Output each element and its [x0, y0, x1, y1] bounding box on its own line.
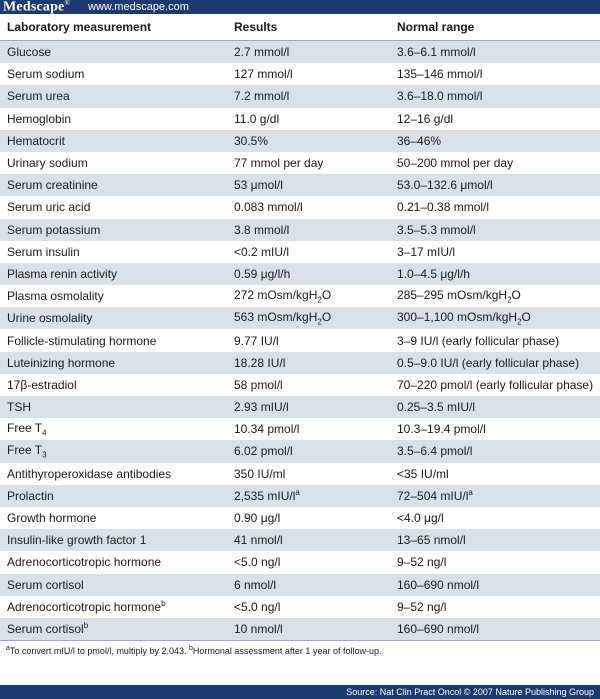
- table-row: [0, 374, 600, 396]
- range-cell-tail: O: [511, 287, 521, 302]
- range-cell: [390, 307, 600, 329]
- table-row: [0, 529, 600, 551]
- table-row: [0, 440, 600, 462]
- range-cell: [390, 263, 600, 285]
- measurement-cell-text: Antithyroperoxidase antibodies: [7, 466, 172, 481]
- measurement-cell-text: Luteinizing hormone: [7, 355, 116, 370]
- measurement-cell-text: Follicle-stimulating hormone: [7, 333, 157, 348]
- result-cell: [227, 463, 390, 485]
- result-cell-text: <0.2 mIU/l: [234, 244, 290, 259]
- measurement-cell: [0, 219, 227, 241]
- measurement-cell-text: Plasma osmolality: [7, 289, 104, 304]
- result-cell-text: 10 nmol/l: [234, 621, 283, 636]
- result-cell: [227, 63, 390, 85]
- range-cell: [390, 507, 600, 529]
- brand-name: Medscape: [3, 0, 65, 15]
- range-cell-text: 9–52 ng/l: [397, 599, 447, 614]
- measurement-cell: [0, 352, 227, 374]
- table-row: [0, 85, 600, 107]
- measurement-cell-text: Free T: [7, 443, 43, 458]
- table-row: [0, 329, 600, 351]
- range-cell: [390, 440, 600, 462]
- measurement-cell: [0, 285, 227, 307]
- measurement-cell-footnote-mark: b: [161, 599, 166, 609]
- measurement-cell-footnote-mark: b: [83, 621, 89, 631]
- range-cell: [390, 130, 600, 152]
- measurement-cell-text: Adrenocorticotropic hormone: [7, 555, 162, 570]
- range-cell-text: 3.6–6.1 mmol/l: [397, 45, 476, 60]
- column-header-results: Results: [227, 14, 390, 41]
- result-cell: [227, 263, 390, 285]
- footnote-a-mark: a: [6, 645, 10, 653]
- table-row: [0, 285, 600, 307]
- result-cell-text: 18.28 IU/l: [234, 355, 286, 370]
- result-cell-text: 127 mmol/l: [234, 67, 293, 82]
- measurement-cell: [0, 574, 227, 596]
- measurement-cell-text: Insulin-like growth factor 1: [7, 533, 147, 548]
- table-row: [0, 41, 600, 64]
- result-cell-text: 0.59 μg/l/h: [234, 266, 291, 281]
- range-cell: [390, 374, 600, 396]
- table-row: [0, 241, 600, 263]
- result-cell: [227, 596, 390, 618]
- measurement-cell: [0, 374, 227, 396]
- range-cell-text: 0.5–9.0 IU/l (early follicular phase): [397, 355, 580, 370]
- range-cell: [390, 596, 600, 618]
- result-cell-text: 2.93 mIU/l: [234, 400, 289, 415]
- measurement-cell: [0, 551, 227, 573]
- result-cell: [227, 440, 390, 462]
- table-row: [0, 219, 600, 241]
- result-cell: [227, 196, 390, 218]
- range-cell: [390, 85, 600, 107]
- result-cell-text: 2,535 mIU/l: [234, 489, 296, 504]
- range-cell-text: 0.21–0.38 mmol/l: [397, 200, 490, 215]
- range-cell: [390, 219, 600, 241]
- range-cell-text: 3.5–6.4 pmol/l: [397, 444, 473, 459]
- measurement-cell-text: Glucose: [7, 45, 52, 60]
- range-cell: [390, 463, 600, 485]
- result-cell-tail: O: [321, 287, 332, 302]
- range-cell-text: 160–690 nmol/l: [397, 577, 480, 592]
- table-row: [0, 196, 600, 218]
- measurement-cell-text: Serum creatinine: [7, 178, 98, 193]
- measurement-cell: [0, 85, 227, 107]
- table-row: [0, 551, 600, 573]
- range-cell-text: <4.0 μg/l: [397, 511, 444, 526]
- range-cell-text: 50–200 mmol per day: [397, 156, 514, 171]
- measurement-cell: [0, 241, 227, 263]
- brand-logo[interactable]: [3, 0, 70, 15]
- result-cell-text: <5.0 ng/l: [234, 599, 281, 614]
- range-cell-text: 36–46%: [397, 133, 442, 148]
- range-cell: [390, 485, 600, 507]
- range-cell-text: 12–16 g/dl: [397, 111, 454, 126]
- result-cell: [227, 285, 390, 307]
- footnote: [0, 640, 600, 661]
- table-row: [0, 263, 600, 285]
- table-row: [0, 418, 600, 440]
- measurement-cell: [0, 396, 227, 418]
- range-cell-text: 3–17 mIU/l: [397, 244, 456, 259]
- result-cell-footnote-mark: a: [295, 488, 300, 498]
- measurement-cell-text: Adrenocorticotropic hormone: [7, 600, 162, 615]
- measurement-cell-text: Hemoglobin: [7, 111, 72, 126]
- result-cell-text: 0.083 mmol/l: [234, 200, 303, 215]
- range-cell-text: 13–65 nmol/l: [397, 533, 466, 548]
- lab-results-table: [0, 14, 600, 640]
- table-row: [0, 174, 600, 196]
- measurement-cell-text: Plasma renin activity: [7, 266, 118, 281]
- source-bar: [0, 685, 600, 699]
- range-cell: [390, 529, 600, 551]
- range-cell-text: 3.5–5.3 mmol/l: [397, 222, 476, 237]
- result-cell: [227, 219, 390, 241]
- range-cell: [390, 108, 600, 130]
- result-cell: [227, 241, 390, 263]
- result-cell: [227, 507, 390, 529]
- range-cell-text: <35 IU/ml: [397, 466, 449, 481]
- range-cell-text: 72–504 mIU/l: [397, 489, 469, 504]
- result-cell: [227, 152, 390, 174]
- measurement-cell: [0, 196, 227, 218]
- measurement-cell: [0, 152, 227, 174]
- measurement-cell: [0, 596, 227, 618]
- range-cell: [390, 574, 600, 596]
- site-url-link[interactable]: www.medscape.com: [88, 1, 189, 13]
- range-cell-text: 70–220 pmol/l (early follicular phase): [397, 377, 594, 392]
- result-cell-text: 41 nmol/l: [234, 533, 283, 548]
- table-row: [0, 507, 600, 529]
- measurement-cell: [0, 130, 227, 152]
- range-cell: [390, 241, 600, 263]
- result-cell-text: 3.8 mmol/l: [234, 222, 290, 237]
- result-cell-text: 11.0 g/dl: [234, 111, 280, 126]
- result-cell-text: 53 μmol/l: [234, 178, 283, 193]
- result-cell-text: 272 mOsm/kgH: [234, 287, 318, 302]
- result-cell: [227, 618, 390, 640]
- measurement-cell: [0, 108, 227, 130]
- range-cell-tail: O: [521, 310, 531, 325]
- result-cell: [227, 329, 390, 351]
- result-cell: [227, 396, 390, 418]
- range-cell-text: 285–295 mOsm/kgH: [397, 287, 508, 302]
- table-row: [0, 618, 600, 640]
- result-cell: [227, 174, 390, 196]
- result-cell-text: 9.77 IU/l: [234, 333, 279, 348]
- result-cell: [227, 108, 390, 130]
- table-row: [0, 485, 600, 507]
- range-cell-footnote-mark: a: [468, 488, 473, 498]
- result-cell: [227, 551, 390, 573]
- result-cell-text: 6 nmol/l: [234, 577, 277, 592]
- column-header-measurement: Laboratory measurement: [0, 14, 227, 41]
- range-cell: [390, 285, 600, 307]
- table-row: [0, 352, 600, 374]
- range-cell: [390, 352, 600, 374]
- table-header-row: [0, 14, 600, 41]
- table-row: [0, 152, 600, 174]
- measurement-cell: [0, 329, 227, 351]
- measurement-cell-text: Urine osmolality: [7, 311, 93, 326]
- measurement-cell: [0, 63, 227, 85]
- result-cell-text: 350 IU/ml: [234, 466, 286, 481]
- range-cell-text: 160–690 nmol/l: [397, 621, 480, 636]
- result-cell: [227, 574, 390, 596]
- table-row: [0, 596, 600, 618]
- table-row: [0, 463, 600, 485]
- measurement-cell-text: 17β-estradiol: [7, 377, 77, 392]
- result-cell: [227, 374, 390, 396]
- measurement-cell-text: Serum insulin: [7, 244, 80, 259]
- measurement-cell: [0, 463, 227, 485]
- measurement-cell-text: Serum cortisol: [7, 577, 84, 592]
- measurement-cell: [0, 507, 227, 529]
- range-cell: [390, 196, 600, 218]
- range-cell: [390, 174, 600, 196]
- result-cell-subscript: 2: [317, 317, 322, 327]
- range-cell: [390, 396, 600, 418]
- range-cell-text: 9–52 ng/l: [397, 555, 447, 570]
- range-cell-subscript: 2: [517, 317, 522, 327]
- measurement-cell: [0, 174, 227, 196]
- range-cell-text: 1.0–4.5 μg/l/h: [397, 266, 470, 281]
- table-row: [0, 108, 600, 130]
- result-cell-text: 10.34 pmol/l: [234, 422, 300, 437]
- result-cell: [227, 41, 390, 64]
- result-cell: [227, 418, 390, 440]
- result-cell-text: 77 mmol per day: [234, 156, 324, 171]
- measurement-cell: [0, 618, 227, 640]
- range-cell-text: 3.6–18.0 mmol/l: [397, 89, 483, 104]
- header-bar: [0, 0, 600, 14]
- measurement-cell-text: Serum cortisol: [7, 622, 84, 637]
- footnote-b-text: Hormonal assessment after 1 year of follow-up.: [192, 646, 382, 657]
- range-cell-text: 0.25–3.5 mIU/l: [397, 400, 476, 415]
- result-cell: [227, 485, 390, 507]
- range-cell-text: 3–9 IU/l (early follicular phase): [397, 333, 560, 348]
- measurement-cell-text: Growth hormone: [7, 511, 97, 526]
- measurement-cell: [0, 263, 227, 285]
- result-cell-text: <5.0 ng/l: [234, 555, 281, 570]
- footnote-a-text: To convert mIU/l to pmol/l, multiply by 2.043.: [9, 646, 189, 657]
- result-cell-text: 7.2 mmol/l: [234, 89, 290, 104]
- measurement-cell-text: Prolactin: [7, 488, 54, 503]
- column-header-range: Normal range: [390, 14, 600, 41]
- range-cell: [390, 152, 600, 174]
- result-cell: [227, 307, 390, 329]
- result-cell-text: 6.02 pmol/l: [234, 444, 293, 459]
- result-cell-tail: O: [321, 310, 332, 325]
- source-credit: Source: Nat Clin Pract Oncol © 2007 Nature Publishing Group: [346, 687, 594, 697]
- result-cell: [227, 130, 390, 152]
- range-cell: [390, 551, 600, 573]
- measurement-cell-text: Urinary sodium: [7, 156, 88, 171]
- range-cell: [390, 618, 600, 640]
- table-row: [0, 574, 600, 596]
- range-cell-text: 135–146 mmol/l: [397, 67, 483, 82]
- measurement-cell-text: Free T: [7, 421, 43, 436]
- measurement-cell-subscript: 3: [42, 450, 47, 460]
- table-row: [0, 307, 600, 329]
- result-cell: [227, 85, 390, 107]
- result-cell-text: 563 mOsm/kgH: [234, 310, 318, 325]
- result-cell-text: 0.90 μg/l: [234, 511, 281, 526]
- range-cell-text: 53.0–132.6 μmol/l: [397, 178, 493, 193]
- footnote-b-mark: b: [188, 645, 193, 653]
- result-cell-text: 30.5%: [234, 133, 269, 148]
- result-cell: [227, 529, 390, 551]
- result-cell-subscript: 2: [317, 295, 322, 305]
- range-cell: [390, 41, 600, 64]
- measurement-cell-text: Serum sodium: [7, 67, 85, 82]
- measurement-cell: [0, 529, 227, 551]
- range-cell: [390, 329, 600, 351]
- table-row: [0, 396, 600, 418]
- result-cell-text: 2.7 mmol/l: [234, 45, 290, 60]
- measurement-cell: [0, 440, 227, 462]
- table-body: [0, 41, 600, 641]
- brand-mark: ®: [64, 0, 71, 7]
- measurement-cell-text: Serum urea: [7, 89, 70, 104]
- measurement-cell-text: Serum potassium: [7, 222, 101, 237]
- measurement-cell: [0, 485, 227, 507]
- measurement-cell: [0, 418, 227, 440]
- result-cell-text: 58 pmol/l: [234, 377, 283, 392]
- result-cell: [227, 352, 390, 374]
- range-cell-subscript: 2: [507, 295, 512, 305]
- range-cell: [390, 418, 600, 440]
- range-cell: [390, 63, 600, 85]
- range-cell-text: 10.3–19.4 pmol/l: [397, 422, 486, 437]
- measurement-cell-text: Serum uric acid: [7, 200, 91, 215]
- measurement-cell-text: Hematocrit: [7, 133, 66, 148]
- table-row: [0, 130, 600, 152]
- range-cell-text: 300–1,100 mOsm/kgH: [397, 310, 518, 325]
- table-row: [0, 63, 600, 85]
- measurement-cell-text: TSH: [7, 400, 31, 415]
- measurement-cell-subscript: 4: [42, 428, 47, 438]
- measurement-cell: [0, 41, 227, 64]
- measurement-cell: [0, 307, 227, 329]
